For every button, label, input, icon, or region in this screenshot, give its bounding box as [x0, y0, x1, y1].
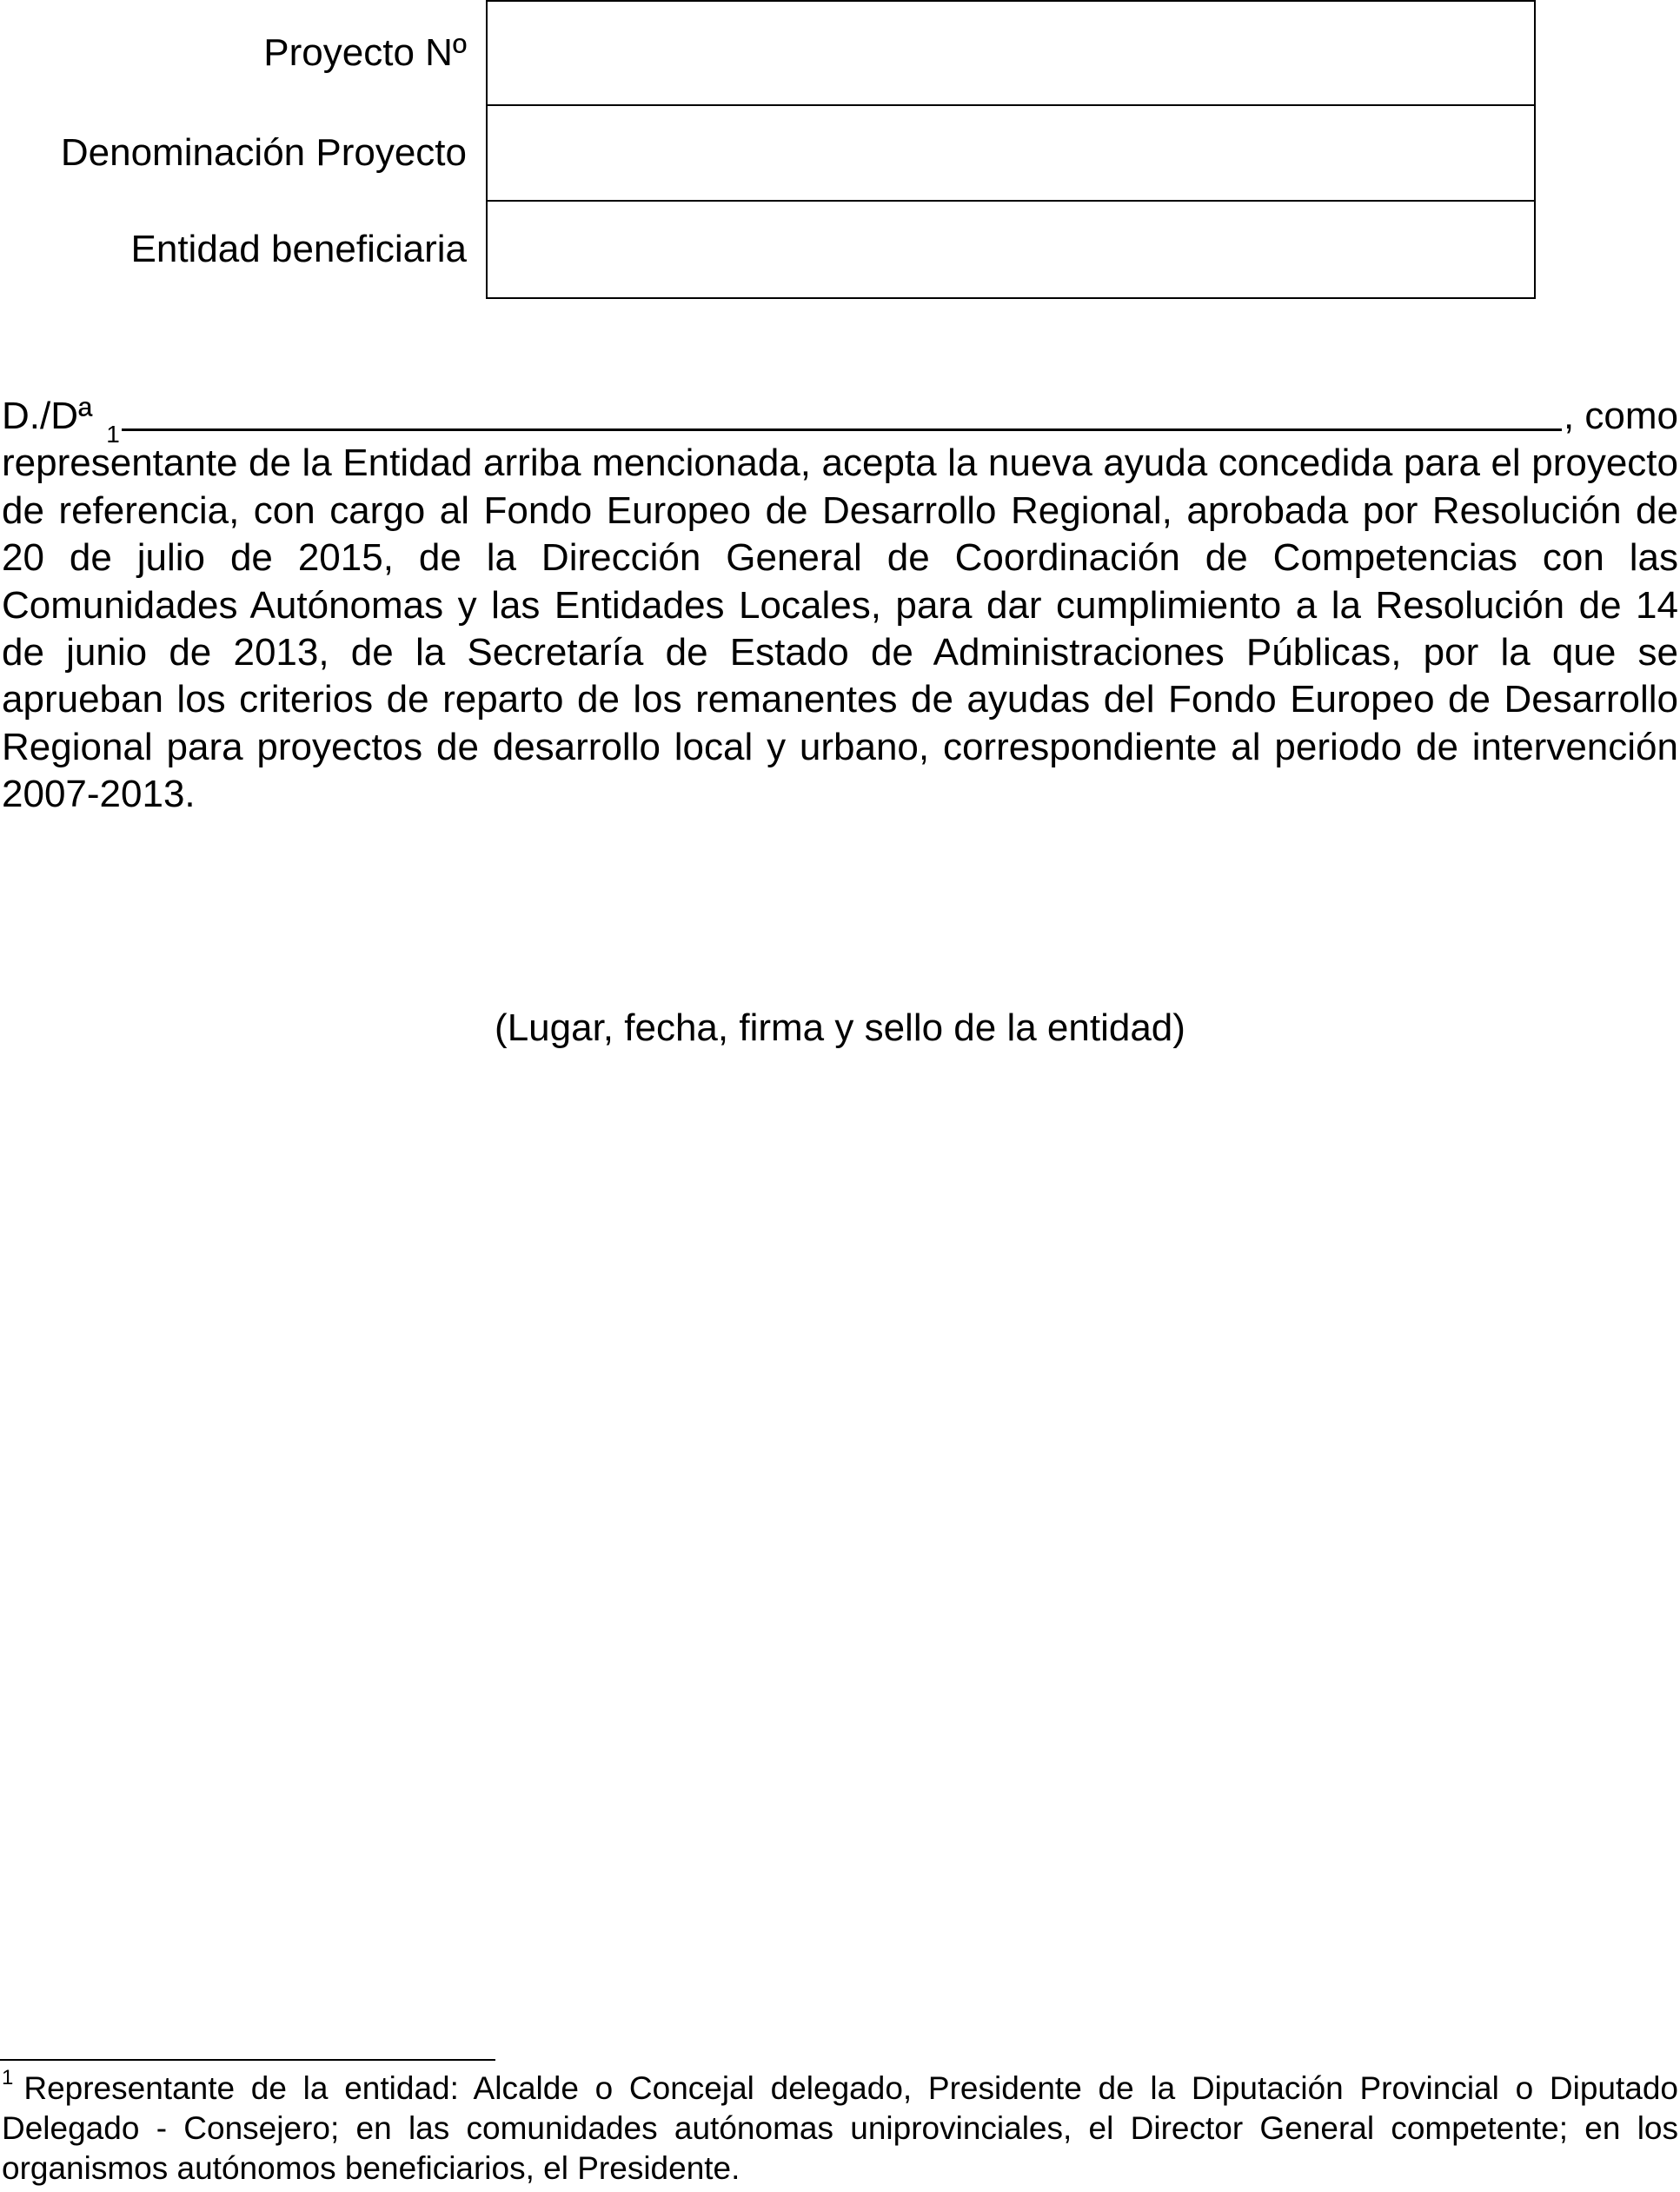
declarant-suffix: , como — [1563, 394, 1678, 437]
project-name-field[interactable] — [488, 106, 1534, 200]
beneficiary-entity-field[interactable] — [488, 202, 1534, 297]
declarant-title: D./Dª — [2, 394, 93, 437]
footnote-divider — [0, 2059, 495, 2061]
beneficiary-entity-cell — [487, 201, 1535, 298]
declaration-body: representante de la Entidad arriba mencionada, acepta la nueva ayuda concedida para el proyecto de referencia, con cargo al Fondo Europeo de Desarrollo Regional, aprobada por Resolución de 20 de julio de 2015, de la Dirección General de Coordinación de Competencias con las Comunidades Autónomas y las Entidades Locales, para dar cumplimiento a la Resolución de 14 de junio de 2013, de la Secretaría de Estado de Administraciones Públicas, por la que se aprueban los criterios de reparto de los remanentes de ayudas del Fondo Europeo de Desarrollo Regional para proyectos de desarrollo local y urbano, correspondiente al periodo de intervención 2007-2013. — [2, 442, 1678, 816]
footnote-text: Representante de la entidad: Alcalde o Concejal delegado, Presidente de la Diputación Provincial o Diputado Delegado - Consejero; en las comunidades autónomas uniprovinciales, el Director General competente; en los organismos autónomos beneficiarios, el Presidente. — [2, 2070, 1678, 2186]
project-header-table — [0, 0, 1536, 299]
declarant-name-field[interactable] — [122, 402, 1562, 436]
beneficiary-entity-row — [0, 201, 1535, 298]
project-number-field[interactable] — [488, 2, 1534, 104]
project-name-row — [0, 105, 1535, 201]
signature-caption: (Lugar, fecha, firma y sello de la entidad) — [495, 1006, 1185, 1049]
footnote-marker: 1 — [2, 2065, 14, 2089]
beneficiary-entity-label: Entidad beneficiaria — [130, 228, 467, 270]
project-name-label: Denominación Proyecto — [60, 131, 467, 174]
project-number-label: Proyecto Nº — [263, 31, 467, 74]
project-number-row — [0, 1, 1535, 105]
acceptance-declaration — [2, 393, 1678, 819]
project-number-cell — [487, 1, 1535, 105]
declarant-line: D./Dª $^1$ , como — [2, 394, 1678, 448]
project-name-cell — [487, 105, 1535, 201]
footnote — [2, 2065, 1678, 2189]
declarant-name-line — [122, 394, 1562, 431]
